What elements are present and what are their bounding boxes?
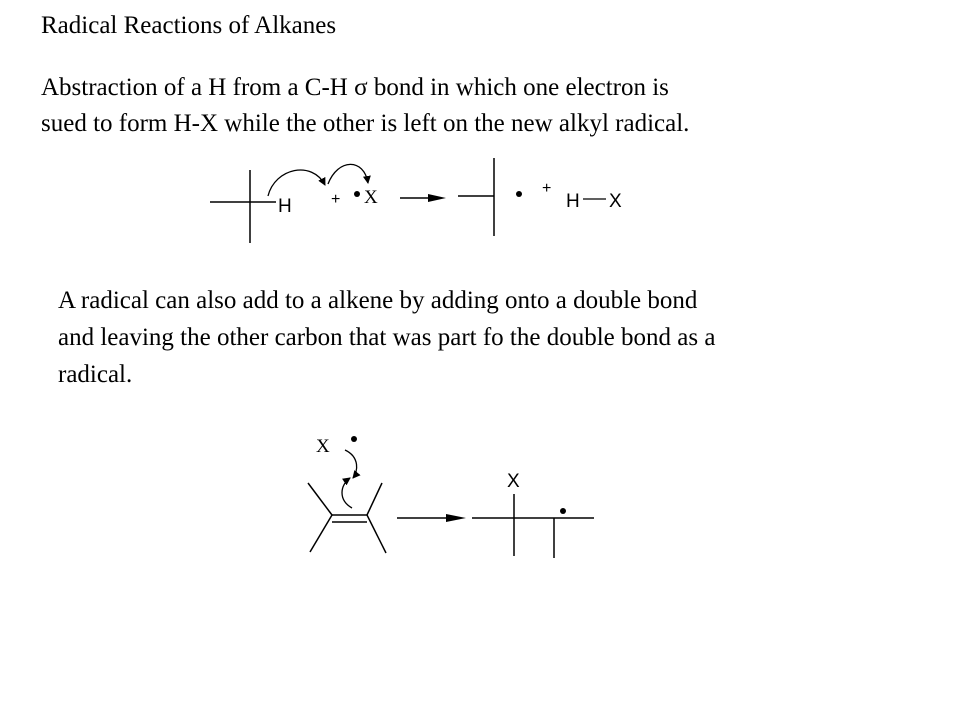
- slide-title: Radical Reactions of Alkanes: [41, 12, 337, 39]
- electron-curved-arrow-1: [268, 170, 325, 196]
- alkene-bond-lower-right: [367, 515, 386, 553]
- plus-sign: +: [331, 191, 341, 208]
- addition-paragraph-line-2: and leaving the other carbon that was part fo the double bond as a: [58, 324, 716, 351]
- alkene-bond-upper-right: [367, 483, 382, 515]
- electron-curved-arrow-2: [328, 164, 368, 184]
- plus-sign-2: +: [542, 180, 552, 197]
- reactant-alkane: [210, 170, 292, 243]
- abstraction-paragraph-line-1: Abstraction of a H from a C-H σ bond in which one electron is: [41, 74, 669, 101]
- radical-curved-arrow: [345, 450, 357, 478]
- product-x-label: X: [609, 191, 622, 212]
- addition-paragraph: [58, 282, 715, 393]
- product-alkyl-radical: [458, 158, 522, 236]
- alkene-bond-upper-left: [308, 483, 332, 515]
- addition-paragraph-line-3: radical.: [58, 361, 133, 388]
- adduct-radical-dot: [560, 508, 566, 514]
- reaction-arrow-head: [428, 194, 446, 202]
- addition-arrow-head: [446, 514, 466, 522]
- alkene-bond-lower-left: [310, 515, 332, 552]
- radical-x-label: X: [364, 187, 378, 208]
- attacking-radical-x-label: X: [316, 436, 330, 457]
- addition-paragraph-line-1: A radical can also add to a alkene by adding onto a double bond: [58, 287, 698, 314]
- alkyl-radical-dot: [516, 191, 522, 197]
- addition-scheme: [308, 436, 594, 558]
- abstracted-hydrogen-label: H: [278, 196, 292, 217]
- abstraction-scheme: [210, 158, 622, 243]
- abstraction-paragraph: [41, 70, 689, 142]
- radical-dot: [354, 191, 360, 197]
- product-hydrogen-label: H: [566, 191, 580, 212]
- attacking-radical-dot: [351, 436, 357, 442]
- product-x-substituent-label: X: [507, 471, 520, 492]
- alkene: [308, 483, 386, 553]
- product-radical-adduct: [472, 471, 594, 558]
- pi-bond-curved-arrow: [342, 478, 352, 508]
- abstraction-paragraph-line-2: sued to form H-X while the other is left on the new alkyl radical.: [41, 110, 690, 137]
